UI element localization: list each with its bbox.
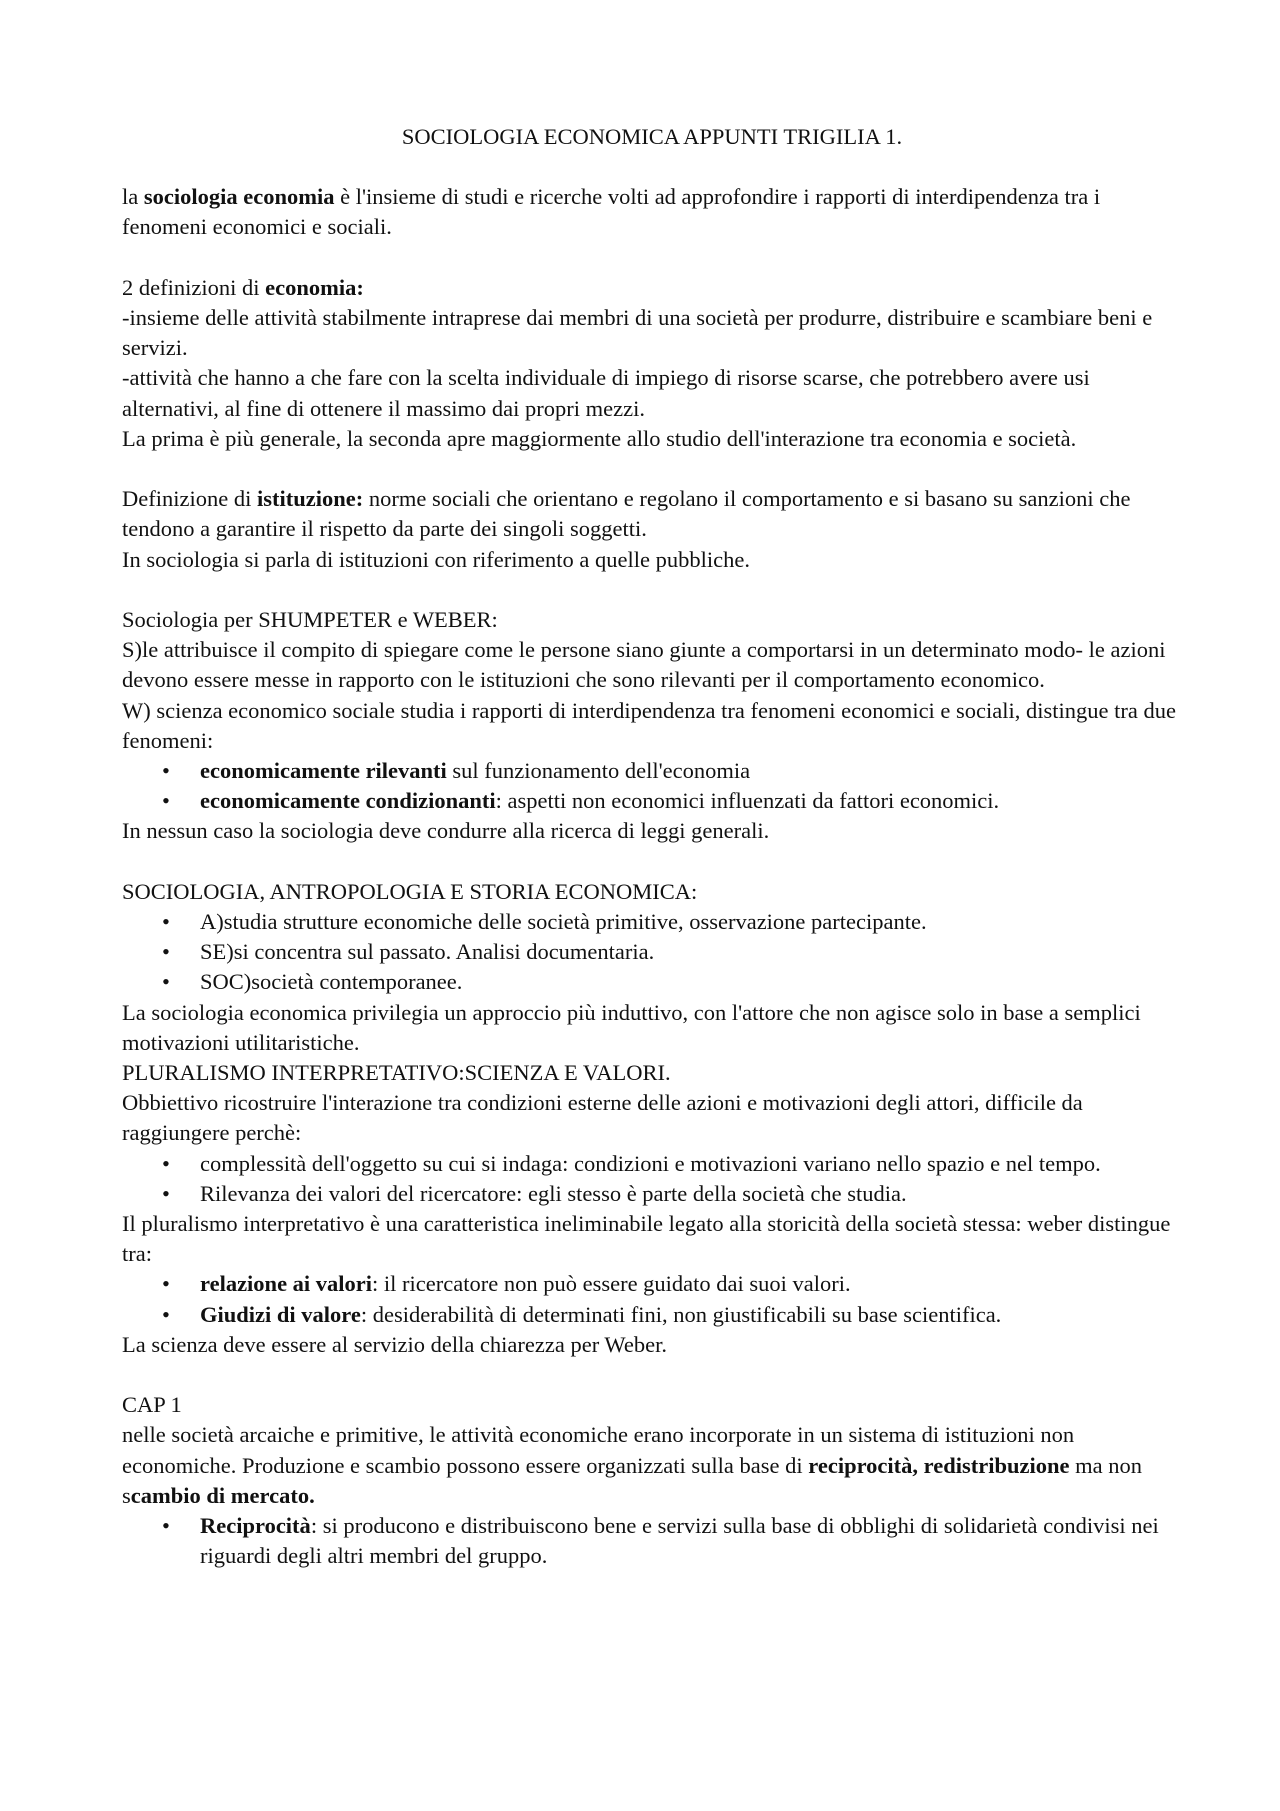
list-item — [122, 1149, 1182, 1179]
discipline-list — [122, 907, 1182, 998]
list-item — [122, 1300, 1182, 1330]
list-item — [122, 1179, 1182, 1209]
spacer — [122, 454, 1182, 484]
istituzione-lead: Definizione di — [122, 486, 257, 512]
shumpeter-weber-closing: In nessun caso la sociologia deve condurre alla ricerca di leggi generali. — [122, 818, 770, 844]
cap1-heading: CAP 1 — [122, 1392, 182, 1418]
cap1-list — [122, 1511, 1182, 1571]
weber-paragraph: W) scienza economico sociale studia i rapporti di interdipendenza tra fenomeni economici e sociali, distingue tra due fenomeni: — [122, 697, 1176, 753]
weber-distinzione-list — [122, 1269, 1182, 1329]
istituzione-definition — [122, 484, 1182, 544]
list-item-text: complessità dell'oggetto su cui si indaga: condizioni e motivazioni variano nello spazio e nel tempo. — [200, 1150, 1101, 1176]
cap1-text: nelle società arcaiche e primitive, le attività economiche erano incorporate in un sistema di istituzioni non economiche. Produzione e scambio possono essere organizzati sulla base di — [122, 1422, 1075, 1478]
list-item — [122, 1511, 1182, 1571]
list-item-text: : il ricercatore non può essere guidato dai suoi valori. — [372, 1271, 851, 1297]
economia-definition-2: -attività che hanno a che fare con la scelta individuale di impiego di risorse scarse, che potrebbero avere usi alternativi, al fine di ottenere il massimo dai propri mezzi. — [122, 365, 1090, 421]
list-item-term: economicamente rilevanti — [200, 758, 447, 784]
intro-text-rest: è l'insieme di studi e ricerche volti ad approfondire i rapporti di interdipendenza tra i fenomeni economici e sociali. — [122, 184, 1101, 240]
list-item-text: : desiderabilità di determinati fini, non giustificabili su base scientifica. — [360, 1301, 1002, 1327]
cap1-text-mid: ma non s — [122, 1452, 1142, 1508]
list-item — [122, 907, 1182, 937]
bullet-icon: • — [162, 939, 170, 965]
intro-text: la — [122, 184, 144, 210]
document-title: SOCIOLOGIA ECONOMICA APPUNTI TRIGILIA 1. — [401, 124, 903, 149]
antropologia-heading: SOCIOLOGIA, ANTROPOLOGIA E STORIA ECONOMICA: — [122, 878, 698, 904]
pluralismo-heading: PLURALISMO INTERPRETATIVO:SCIENZA E VALORI. — [122, 1060, 671, 1086]
list-item — [122, 756, 1182, 786]
antropologia-closing: La sociologia economica privilegia un approccio più induttivo, con l'attore che non agisce solo in base a semplici motivazioni utilitaristiche. — [122, 999, 1141, 1055]
pluralismo-closing: La scienza deve essere al servizio della chiarezza per Weber. — [122, 1331, 667, 1357]
pluralismo-mid: Il pluralismo interpretativo è una caratteristica ineliminabile legato alla storicità della società stessa: weber distingue tra: — [122, 1211, 1171, 1267]
list-item — [122, 786, 1182, 816]
list-item-term: Giudizi di valore — [200, 1301, 361, 1327]
list-item-text: A)studia strutture economiche delle società primitive, osservazione partecipante. — [200, 909, 927, 935]
list-item — [122, 1269, 1182, 1299]
bullet-icon: • — [162, 758, 170, 784]
bullet-icon: • — [162, 969, 170, 995]
bullet-icon: • — [162, 1513, 170, 1539]
bullet-icon: • — [162, 909, 170, 935]
spacer — [122, 243, 1182, 273]
list-item-term: economicamente condizionanti — [200, 788, 496, 814]
istituzione-note: In sociologia si parla di istituzioni con riferimento a quelle pubbliche. — [122, 546, 750, 572]
economia-definition-1: -insieme delle attività stabilmente intraprese dai membri di una società per produrre, distribuire e scambiare beni e servizi. — [122, 305, 1153, 361]
economia-term: economia: — [265, 274, 364, 300]
economia-heading — [122, 273, 1182, 303]
cap1-bold-terms: reciprocità, redistribuzione — [808, 1452, 1070, 1478]
list-item-text: sul funzionamento dell'economia — [446, 758, 751, 784]
bullet-icon: • — [162, 1180, 170, 1206]
spacer — [122, 575, 1182, 605]
istituzione-term: istituzione: — [256, 486, 364, 512]
list-item-term: Reciprocità — [200, 1513, 311, 1539]
bullet-icon: • — [162, 788, 170, 814]
bullet-icon: • — [162, 1301, 170, 1327]
spacer — [122, 847, 1182, 877]
fenomeni-list — [122, 756, 1182, 816]
list-item-term: relazione ai valori — [200, 1271, 373, 1297]
difficolta-list — [122, 1149, 1182, 1209]
shumpeter-weber-heading: Sociologia per SHUMPETER e WEBER: — [122, 607, 498, 632]
bullet-icon: • — [162, 1271, 170, 1297]
pluralismo-intro: Obbiettivo ricostruire l'interazione tra condizioni esterne delle azioni e motivazioni degli attori, difficile da raggiungere perchè: — [122, 1090, 1083, 1146]
shumpeter-paragraph: S)le attribuisce il compito di spiegare come le persone siano giunte a comportarsi in un determinato modo- le azioni devono essere messe in rapporto con le istituzioni che sono rilevanti per il comportamento economico. — [122, 637, 1166, 693]
bullet-icon: • — [162, 1150, 170, 1176]
list-item-text: Rilevanza dei valori del ricercatore: egli stesso è parte della società che studia. — [200, 1180, 907, 1206]
list-item-text: : si producono e distribuiscono bene e servizi sulla base di obblighi di solidarietà condivisi nei riguardi degli altri membri del gruppo. — [200, 1513, 1159, 1569]
economia-note: La prima è più generale, la seconda apre maggiormente allo studio dell'interazione tra economia e società. — [122, 425, 1077, 451]
list-item — [122, 937, 1182, 967]
list-item-text: SOC)società contemporanee. — [200, 969, 463, 995]
list-item-text: : aspetti non economici influenzati da fattori economici. — [495, 788, 1000, 814]
economia-lead: 2 definizioni di — [122, 274, 266, 300]
intro-bold-term: sociologia economia — [143, 184, 335, 210]
list-item — [122, 967, 1182, 997]
cap1-paragraph — [122, 1420, 1182, 1511]
intro-paragraph — [122, 182, 1182, 242]
document-body — [122, 122, 1182, 1571]
cap1-bold-term-2: cambio di mercato. — [130, 1482, 315, 1508]
spacer — [122, 1360, 1182, 1390]
istituzione-text: norme sociali che orientano e regolano il comportamento e si basano su sanzioni che tendono a garantire il rispetto da parte dei singoli soggetti. — [122, 486, 1131, 542]
list-item-text: SE)si concentra sul passato. Analisi documentaria. — [200, 939, 655, 965]
